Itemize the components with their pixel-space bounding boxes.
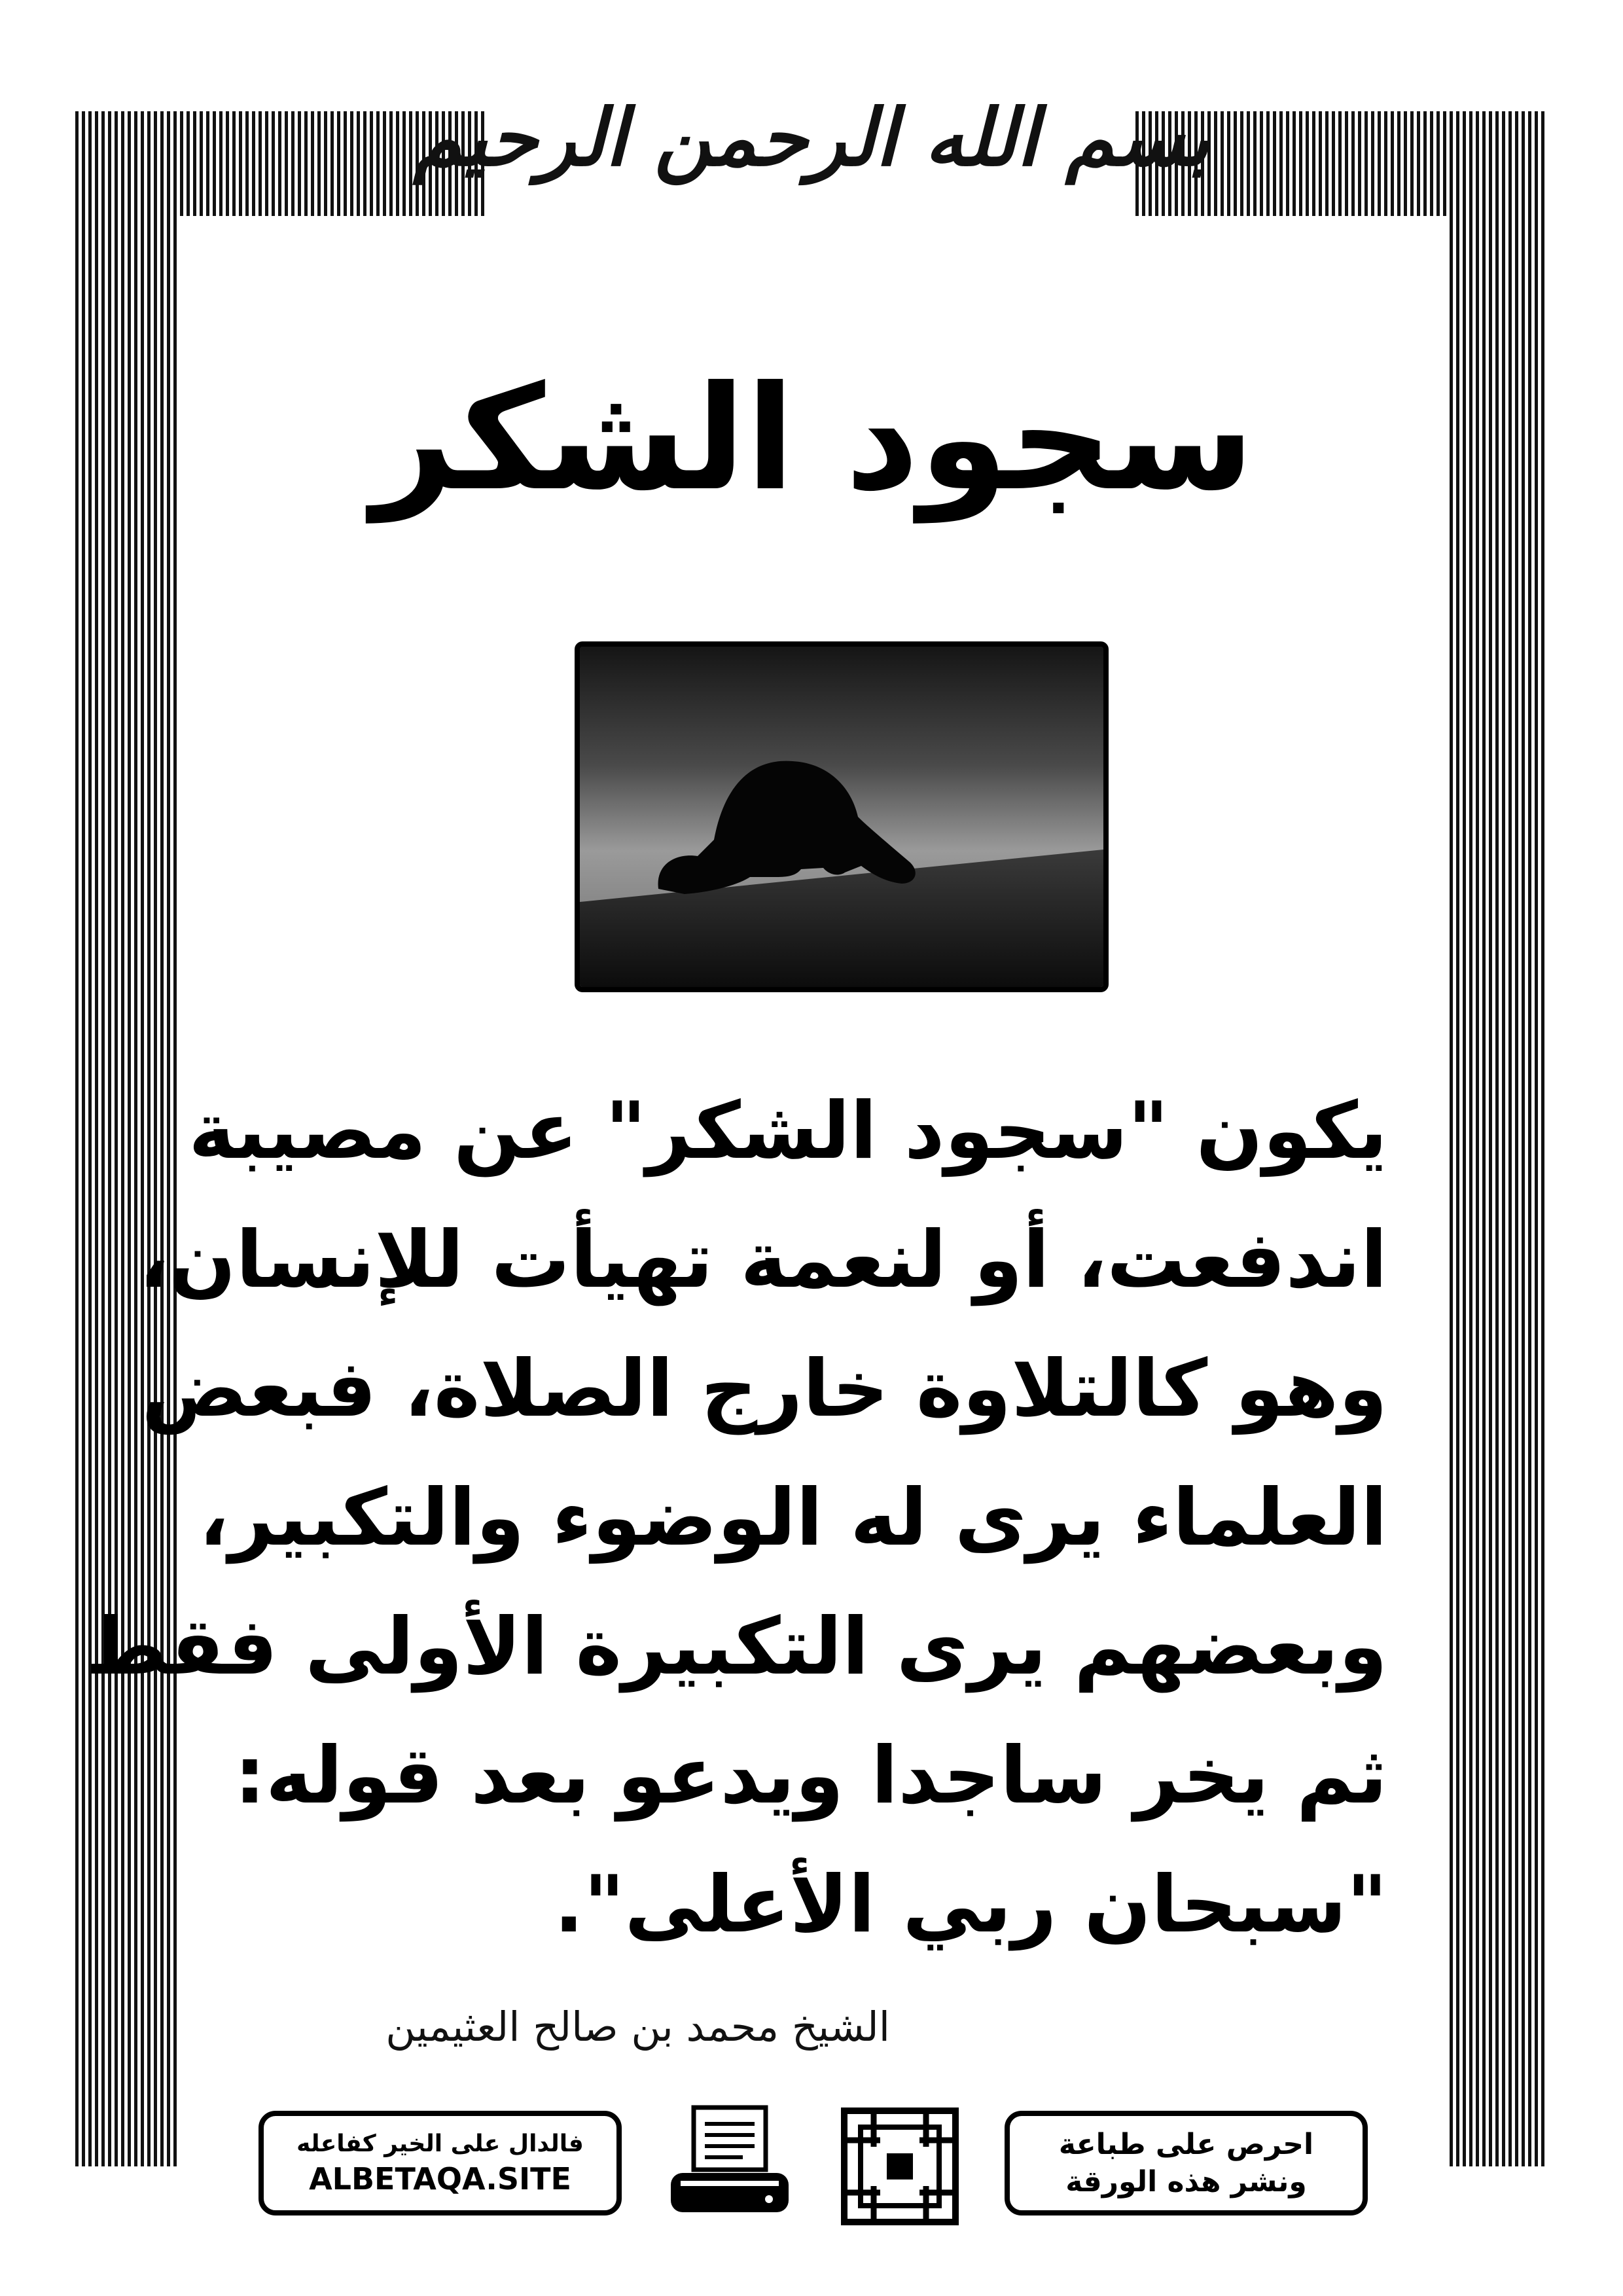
- body-line: اندفعت، أو لنعمة تهيأت للإنسان،: [139, 1215, 1387, 1306]
- prostrating-figure-icon: [580, 647, 1103, 987]
- body-line: وبعضهم يرى التكبيرة الأولى فقط: [85, 1602, 1387, 1693]
- printer-icon: [664, 2101, 795, 2232]
- print-request-line1: احرص على طباعة: [1058, 2128, 1314, 2161]
- footer-print-box: [1005, 2111, 1368, 2215]
- page-title: سجود الشكر: [371, 355, 1255, 522]
- body-line: يكون "سجود الشكر" عن مصيبة: [188, 1086, 1387, 1177]
- basmala-header: [413, 39, 1210, 236]
- albetaqa-logo-icon: [834, 2101, 965, 2232]
- body-line: وهو كالتلاوة خارج الصلاة، فبعض: [141, 1344, 1387, 1435]
- print-request-line2: ونشر هذه الورقة: [1065, 2165, 1307, 2198]
- website-link[interactable]: ALBETAQA.SITE: [309, 2161, 571, 2197]
- basmala-calligraphy: بسم الله الرحمن الرحيم: [413, 91, 1210, 184]
- footer-proverb: فالدال على الخير كفاعله: [296, 2130, 584, 2157]
- author-attribution: الشيخ محمد بن صالح العثيمين: [385, 2003, 890, 2051]
- footer-bar: [259, 2111, 1368, 2225]
- prostration-photo: [575, 641, 1109, 992]
- body-line: ثم يخر ساجدا ويدعو بعد قوله:: [234, 1731, 1387, 1821]
- body-line: "سبحان ربي الأعلى".: [554, 1859, 1387, 1950]
- body-line: العلماء يرى له الوضوء والتكبير،: [198, 1473, 1387, 1564]
- footer-website-box: [259, 2111, 622, 2215]
- body-paragraph: [85, 1067, 1387, 1969]
